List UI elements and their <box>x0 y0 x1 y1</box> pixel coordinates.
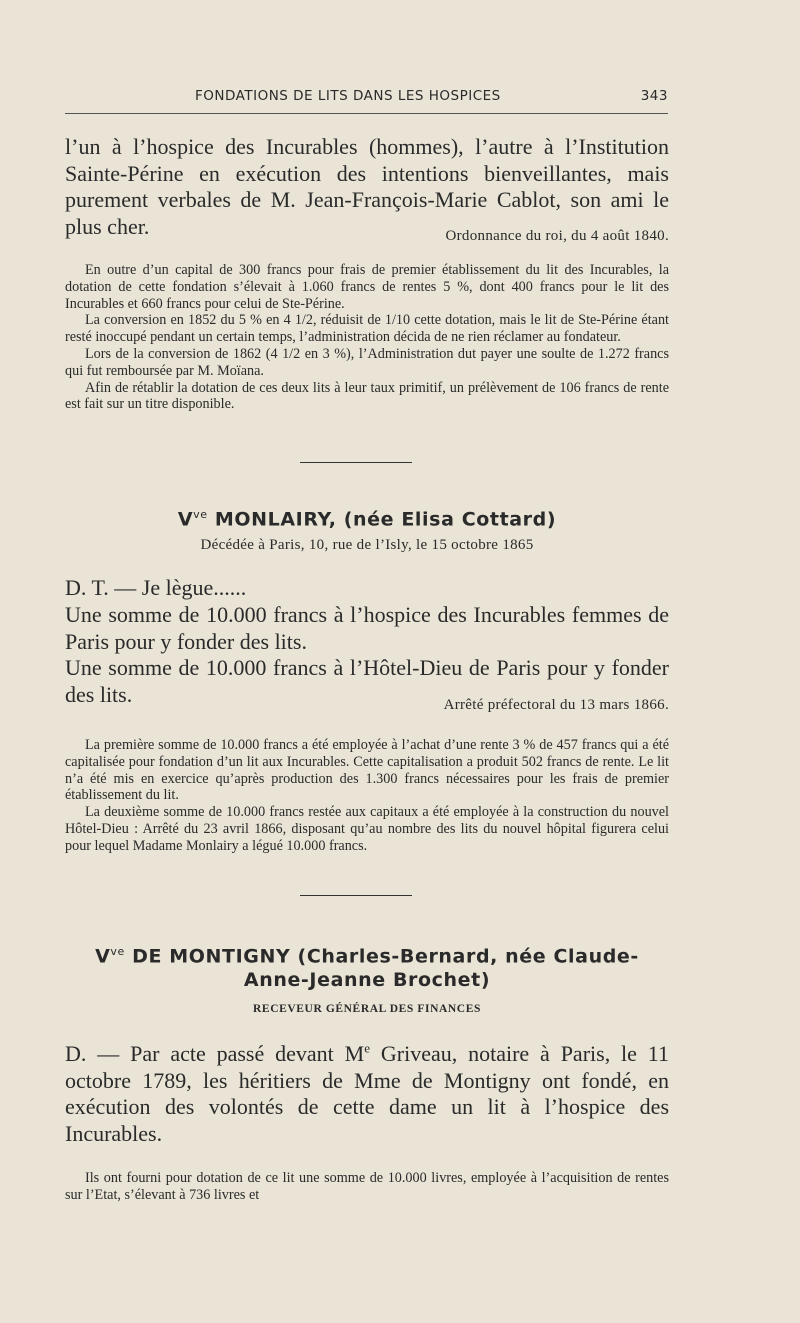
montigny-heading <box>65 940 669 992</box>
note-paragraph: Ils ont fourni pour dotation de ce lit une somme de 10.000 livres, employée à l’acquisition de rentes sur l’Etat, s’élevant à 736 livres et <box>65 1170 669 1203</box>
heading-prefix: V <box>95 945 111 968</box>
heading-prefix-sup: ve <box>193 508 208 521</box>
body-text: D. — Par acte passé devant M <box>65 1041 365 1066</box>
heading-prefix: V <box>177 508 194 531</box>
intro-notes <box>65 262 669 413</box>
heading-name: MONLAIRY, (née Elisa Cottard) <box>214 508 557 531</box>
heading-line-1 <box>65 940 669 968</box>
note-paragraph: La deuxième somme de 10.000 francs restée aux capitaux a été employée à la construction du nouvel Hôtel-Dieu : Arrêté du 23 avril 1866, disposant qu’au nombre des lits du nouvel hôpital figurera celui pour lequel Madame Monlairy a légué 10.000 francs. <box>65 804 669 854</box>
header-rule <box>65 113 668 114</box>
montigny-role: RECEVEUR GÉNÉRAL DES FINANCES <box>253 1003 481 1015</box>
body-sup: e <box>364 1040 370 1056</box>
monlairy-heading <box>65 503 669 531</box>
heading-line-2: Anne-Jeanne Brochet) <box>243 969 491 992</box>
heading-prefix-sup: ve <box>110 945 125 958</box>
monlairy-intro: D. T. — Je lègue...... <box>65 575 247 600</box>
intro-paragraph: l’un à l’hospice des Incurables (hommes), l’autre à l’Institution Sainte-Périne en exécution des intentions bienveillantes, mais purement verbales de M. Jean-François-Marie Cablot, son ami le plus cher. <box>65 134 669 239</box>
monlairy-reference: Arrêté préfectoral du 13 mars 1866. <box>443 697 669 713</box>
note-paragraph: En outre d’un capital de 300 francs pour frais de premier établissement du lit des Incurables, la dotation de cette fondation s’élevait à 1.060 francs de rentes 5 %, dont 400 francs pour le lit des Incurables et 660 francs pour celui de Ste-Périne. <box>65 262 669 312</box>
page-number: 343 <box>640 88 668 104</box>
body-text: Griveau, notaire à Paris, le 11 octobre 1789, les héritiers de Mme de Montigny ont fondé, en exécution des volontés de cette dame un lit à l’hospice des Incurables. <box>65 1041 669 1146</box>
intro-reference: Ordonnance du roi, du 4 août 1840. <box>445 228 669 244</box>
montigny-body <box>65 1041 669 1147</box>
heading-name: DE MONTIGNY (Charles-Bernard, née Claude- <box>132 945 639 968</box>
note-paragraph: Afin de rétablir la dotation de ces deux lits à leur taux primitif, un prélèvement de 106 francs de rente est fait sur un titre disponible. <box>65 379 669 413</box>
note-paragraph: La conversion en 1852 du 5 % en 4 1/2, réduisit de 1/10 cette dotation, mais le lit de Ste-Périne étant resté inoccupé pendant un certain temps, l’administration décida de ne rien réclamer au fondateur. <box>65 312 669 346</box>
monlairy-subtitle: Décédée à Paris, 10, rue de l’Isly, le 15 octobre 1865 <box>200 537 534 553</box>
section-separator <box>300 462 412 463</box>
note-paragraph: Lors de la conversion de 1862 (4 1/2 en 3 %), l’Administration dut payer une soulte de 1.272 francs qui fut remboursée par M. Moïana. <box>65 345 669 379</box>
section-separator <box>300 895 412 896</box>
monlairy-notes <box>65 737 669 855</box>
monlairy-legacy-1: Une somme de 10.000 francs à l’hospice des Incurables femmes de Paris pour y fonder des lits. <box>65 602 669 654</box>
montigny-note <box>65 1170 669 1204</box>
note-paragraph: La première somme de 10.000 francs a été employée à l’achat d’une rente 3 % de 457 francs qui a été capitalisée pour fondation d’un lit aux Incurables. Cette capitalisation a produit 502 francs de rente. Le lit n’a été mis en exercice qu’après production des 1.300 francs nécessaires pour les frais de premier établissement du lit. <box>65 737 669 804</box>
running-title: FONDATIONS DE LITS DANS LES HOSPICES <box>195 88 501 104</box>
monlairy-legacy-2: Une somme de 10.000 francs à l’Hôtel-Dieu de Paris pour y fonder des lits. <box>65 655 669 707</box>
